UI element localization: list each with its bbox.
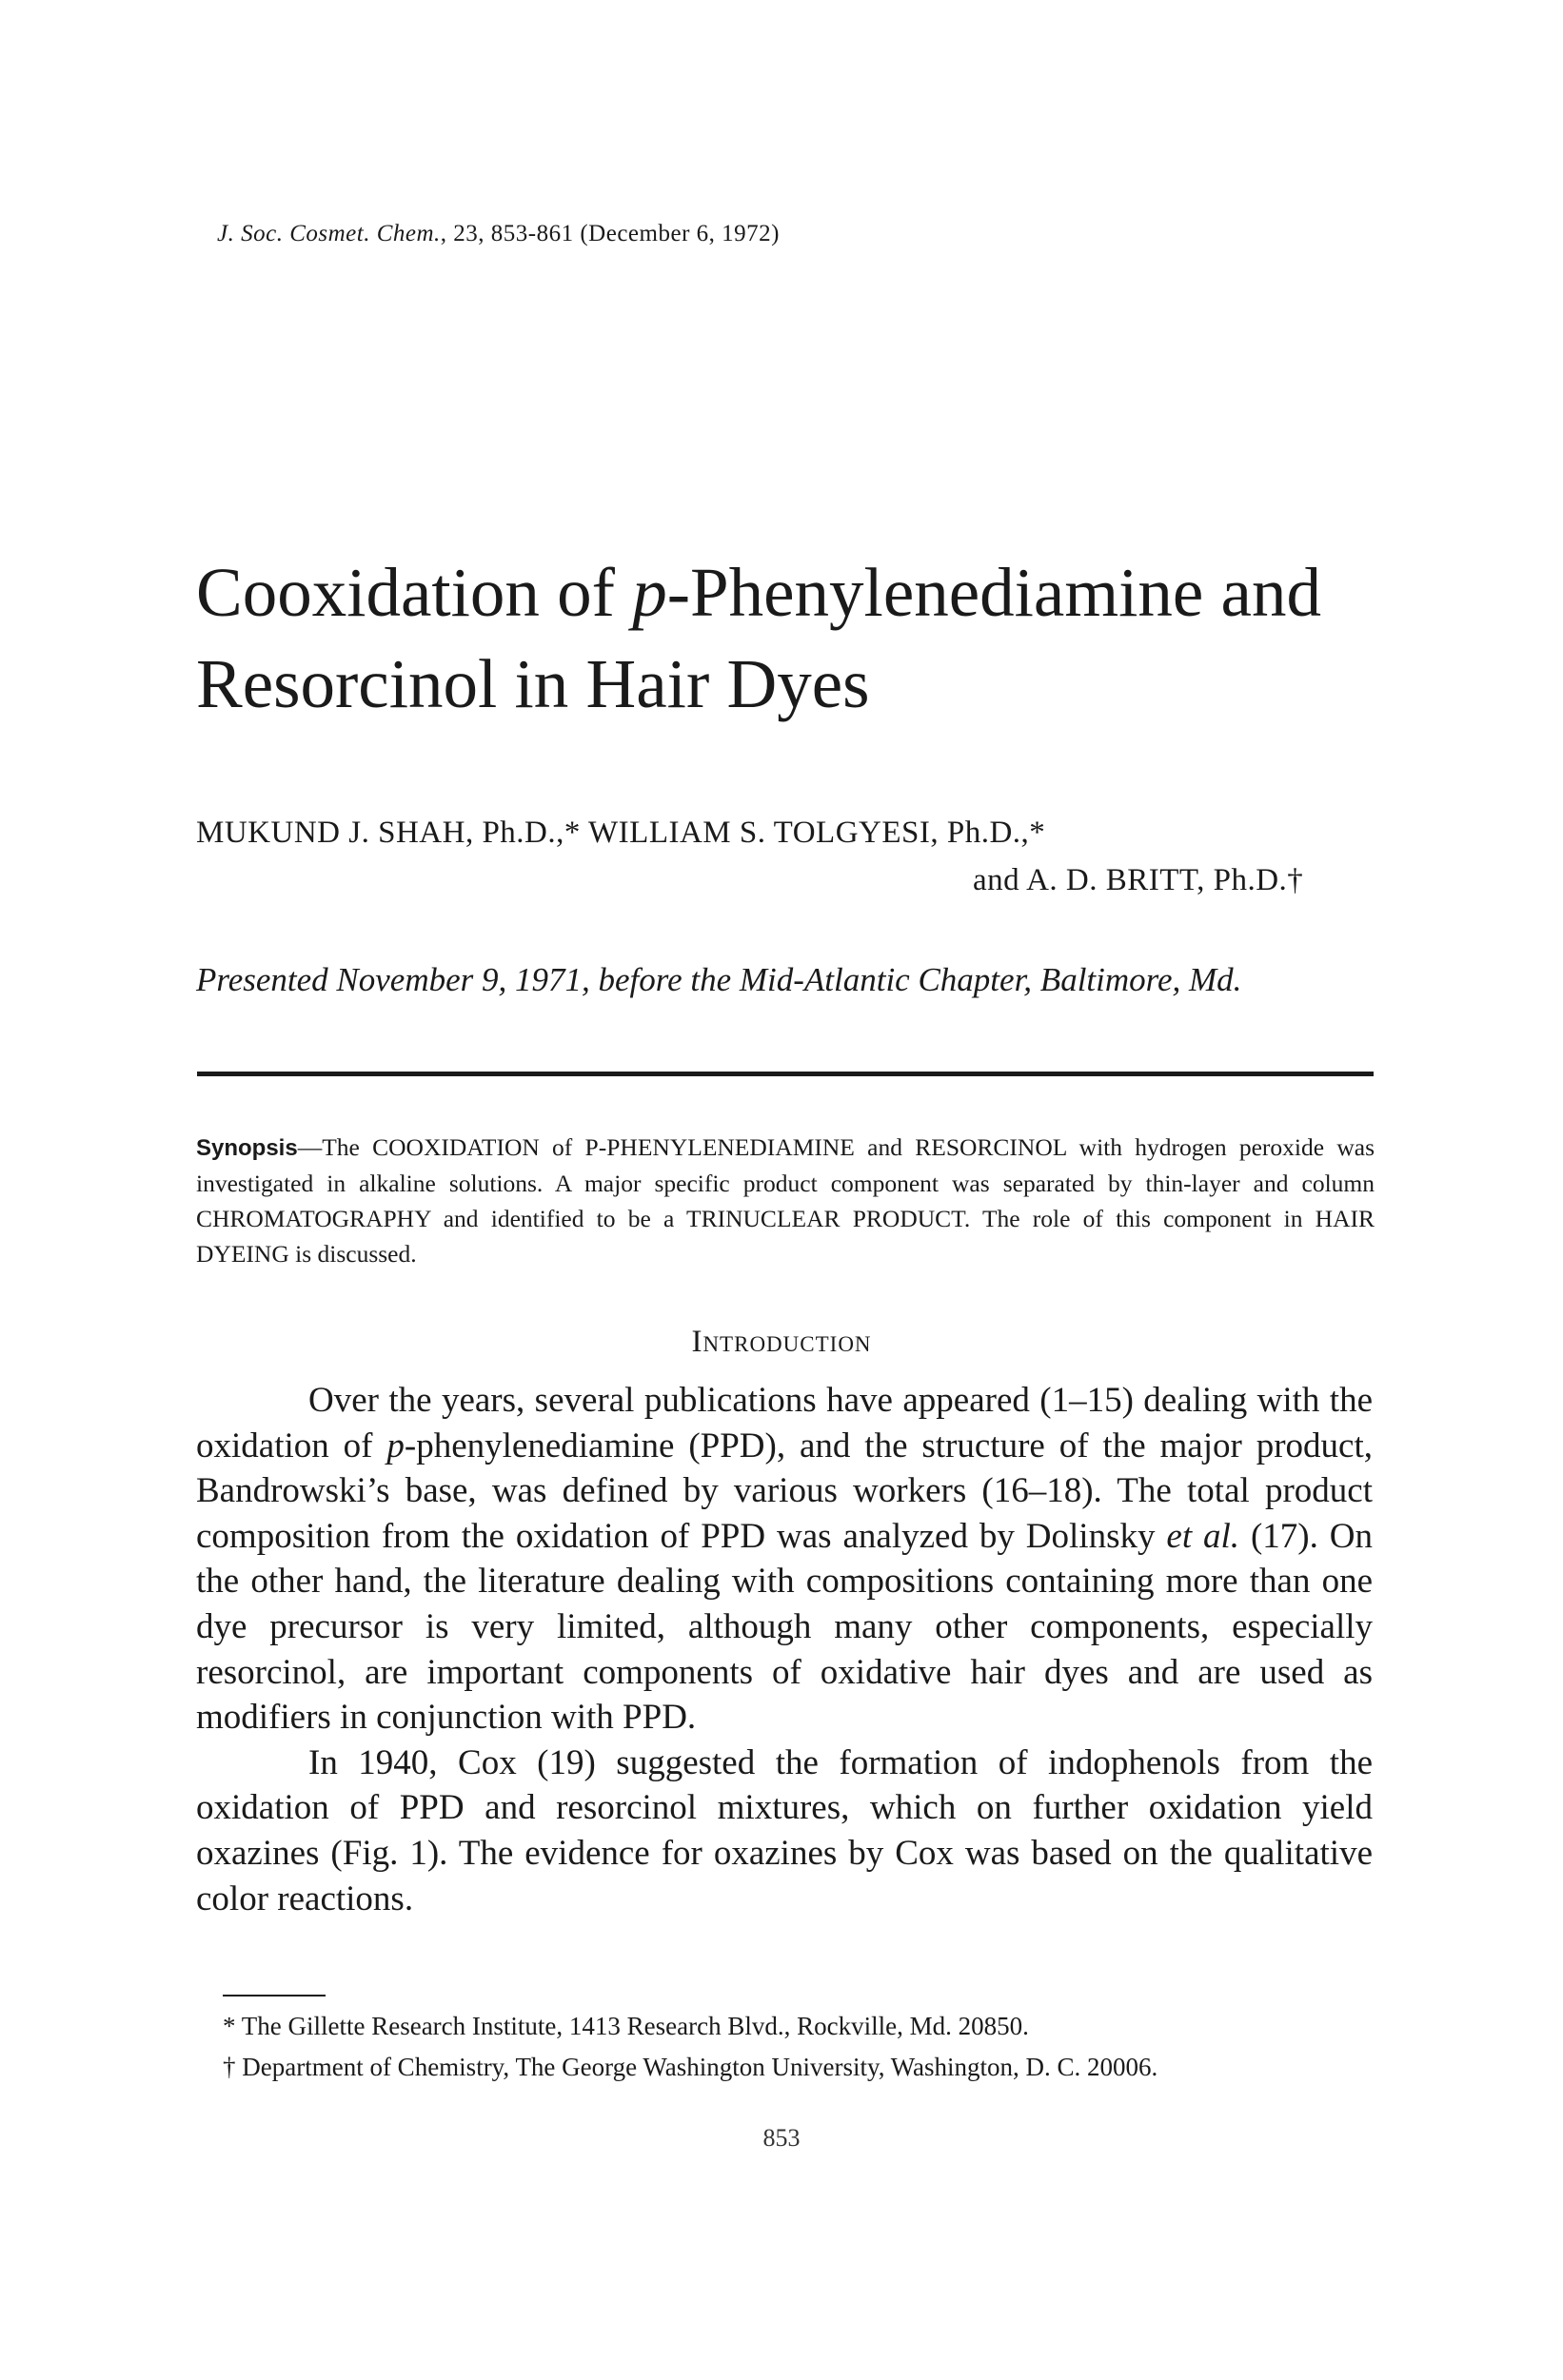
intro-p1-text-b: -phenylenediamine (PPD), and the structure of the major product, Bandrowski’s base, was defined by various workers (16–18). The total product composition from the oxidation of PPD was analyzed by Dolinsky <box>196 1426 1373 1556</box>
title-italic-prefix: p <box>632 554 667 631</box>
header-divider <box>197 1072 1374 1076</box>
title-part-1: Cooxidation of <box>196 554 633 631</box>
journal-citation <box>217 221 780 247</box>
journal-name: J. Soc. Cosmet. Chem. <box>217 221 441 246</box>
intro-p1-text-c: (17). On the other hand, the literature dealing with compositions containing more than one dye precursor is very limited, although many other components, especially resorcinol, are important components of oxidative hair dyes and are used as modifiers in conjunction with PPD. <box>196 1516 1373 1738</box>
intro-paragraph-1 <box>196 1378 1373 1741</box>
intro-p1-text-a: Over the years, several publications have appeared (1–15) dealing with the oxidation of <box>196 1381 1373 1465</box>
footnote-affiliation-1: * The Gillette Research Institute, 1413 Research Blvd., Rockville, Md. 20850. <box>223 2012 1029 2040</box>
introduction-body <box>196 1378 1373 1921</box>
article-title <box>196 547 1434 730</box>
title-part-2: -Phenylenediamine and Resorcinol in Hair Dyes <box>196 554 1321 722</box>
section-heading-introduction: Introduction <box>691 1325 872 1359</box>
intro-p1-italic-etal: et al. <box>1166 1516 1240 1556</box>
citation-details: , 23, 853-861 (December 6, 1972) <box>440 221 780 246</box>
presentation-note: Presented November 9, 1971, before the Mid-Atlantic Chapter, Baltimore, Md. <box>196 961 1242 998</box>
authors-line-1: MUKUND J. SHAH, Ph.D.,* WILLIAM S. TOLGYESI, Ph.D.,* <box>196 816 1046 850</box>
footnote-affiliation-2: † Department of Chemistry, The George Washington University, Washington, D. C. 20006. <box>223 2053 1158 2081</box>
page-number: 853 <box>762 2124 801 2152</box>
synopsis-text: —The COOXIDATION of P-PHENYLENEDIAMINE and RESORCINOL with hydrogen peroxide was investigated in alkaline solutions. A major specific product component was separated by thin-layer and column CHROMATOGRAPHY and identified to be a TRINUCLEAR PRODUCT. The role of this component in HAIR DYEING is discussed. <box>196 1133 1375 1268</box>
authors-line-2: and A. D. BRITT, Ph.D.† <box>973 863 1304 897</box>
intro-paragraph-2: In 1940, Cox (19) suggested the formation of indophenols from the oxidation of PPD and resorcinol mixtures, which on further oxidation yield oxazines (Fig. 1). The evidence for oxazines by Cox was based on the qualitative color reactions. <box>196 1742 1373 1918</box>
intro-p1-italic-p: p <box>386 1426 405 1465</box>
synopsis <box>196 1130 1375 1271</box>
synopsis-label: Synopsis <box>196 1135 298 1161</box>
footnotes <box>223 2006 1375 2088</box>
footnote-divider <box>223 1995 326 1996</box>
